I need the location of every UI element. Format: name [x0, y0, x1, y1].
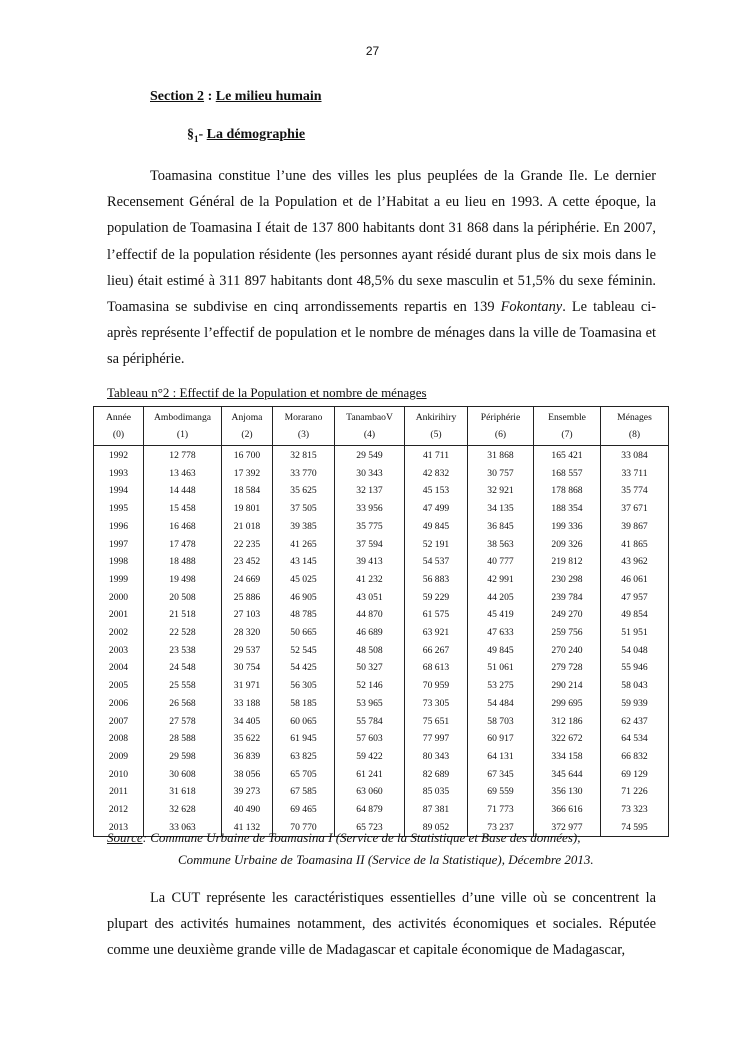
table-cell: 89 052 — [405, 819, 468, 837]
column-index: (0) — [94, 426, 144, 446]
table-cell: 56 883 — [405, 571, 468, 589]
table-cell: 56 305 — [273, 677, 335, 695]
table-cell: 37 505 — [273, 500, 335, 518]
table-cell: 74 595 — [601, 819, 669, 837]
table-cell: 299 695 — [534, 695, 601, 713]
table-cell: 2007 — [94, 713, 144, 731]
table-cell: 1995 — [94, 500, 144, 518]
table-cell: 270 240 — [534, 642, 601, 660]
header-index-row — [94, 426, 669, 446]
column-index: (8) — [601, 426, 669, 446]
table-row — [94, 465, 669, 483]
table-row — [94, 446, 669, 465]
table-cell: 48 508 — [335, 642, 405, 660]
table-cell: 73 323 — [601, 801, 669, 819]
population-table-wrap — [93, 406, 668, 837]
table-cell: 28 320 — [222, 624, 273, 642]
table-cell: 67 585 — [273, 783, 335, 801]
table-cell: 356 130 — [534, 783, 601, 801]
table-cell: 63 825 — [273, 748, 335, 766]
table-cell: 1997 — [94, 536, 144, 554]
table-cell: 312 186 — [534, 713, 601, 731]
table-row — [94, 571, 669, 589]
table-cell: 63 921 — [405, 624, 468, 642]
table-row — [94, 695, 669, 713]
table-cell: 40 490 — [222, 801, 273, 819]
section-separator: : — [204, 89, 216, 104]
column-header: Anjoma — [222, 407, 273, 427]
table-cell: 18 488 — [144, 553, 222, 571]
table-cell: 41 132 — [222, 819, 273, 837]
table-cell: 259 756 — [534, 624, 601, 642]
table-cell: 2005 — [94, 677, 144, 695]
table-cell: 77 997 — [405, 730, 468, 748]
section-heading — [150, 89, 322, 105]
table-cell: 33 188 — [222, 695, 273, 713]
table-cell: 70 959 — [405, 677, 468, 695]
source-label: Source — [107, 830, 143, 845]
table-cell: 44 205 — [468, 589, 534, 607]
column-header: Ménages — [601, 407, 669, 427]
table-cell: 38 563 — [468, 536, 534, 554]
table-cell: 334 158 — [534, 748, 601, 766]
table-cell: 1999 — [94, 571, 144, 589]
table-cell: 199 336 — [534, 518, 601, 536]
table-cell: 30 608 — [144, 766, 222, 784]
table-body — [94, 446, 669, 837]
table-row — [94, 518, 669, 536]
table-cell: 25 558 — [144, 677, 222, 695]
table-cell: 64 534 — [601, 730, 669, 748]
header-row — [94, 407, 669, 427]
table-cell: 16 700 — [222, 446, 273, 465]
table-cell: 290 214 — [534, 677, 601, 695]
table-cell: 47 499 — [405, 500, 468, 518]
table-cell: 29 549 — [335, 446, 405, 465]
intro-text-a: Toamasina constitue l’une des villes les plus peuplées de la Grande Ile. Le dernier Recensement Général de la Population et de l’Habitat a eu lieu en 1993. A cette époque, la population de Toamasina I était de 137 800 habitants dont 31 868 dans la périphérie. En 2007, l’effectif de la population résidente (les personnes ayant résidé durant plus de six mois dans le lieu) était estimé à 311 897 habitants dont 48,5% du sexe masculin et 51,5% du sexe féminin. Toamasina se subdivise en cinq arrondissements repartis en 139 — [107, 168, 656, 316]
table-cell: 366 616 — [534, 801, 601, 819]
table-cell: 37 671 — [601, 500, 669, 518]
column-header: TanambaoV — [335, 407, 405, 427]
table-cell: 2010 — [94, 766, 144, 784]
table-cell: 19 801 — [222, 500, 273, 518]
table-row — [94, 677, 669, 695]
table-cell: 49 845 — [468, 642, 534, 660]
table-cell: 30 754 — [222, 659, 273, 677]
table-row — [94, 536, 669, 554]
table-cell: 41 232 — [335, 571, 405, 589]
table-cell: 55 784 — [335, 713, 405, 731]
table-cell: 73 237 — [468, 819, 534, 837]
table-cell: 2001 — [94, 606, 144, 624]
population-table — [93, 406, 669, 837]
table-cell: 22 528 — [144, 624, 222, 642]
table-cell: 32 137 — [335, 482, 405, 500]
subsection-dash: - — [198, 127, 207, 142]
table-cell: 58 703 — [468, 713, 534, 731]
table-cell: 15 458 — [144, 500, 222, 518]
table-cell: 69 465 — [273, 801, 335, 819]
table-cell: 65 723 — [335, 819, 405, 837]
table-cell: 17 392 — [222, 465, 273, 483]
table-row — [94, 642, 669, 660]
table-cell: 25 886 — [222, 589, 273, 607]
table-cell: 45 025 — [273, 571, 335, 589]
table-cell: 59 229 — [405, 589, 468, 607]
table-cell: 61 575 — [405, 606, 468, 624]
column-index: (4) — [335, 426, 405, 446]
subsection-subscript: 1 — [194, 133, 199, 144]
table-cell: 249 270 — [534, 606, 601, 624]
table-cell: 1998 — [94, 553, 144, 571]
table-cell: 64 879 — [335, 801, 405, 819]
table-cell: 71 226 — [601, 783, 669, 801]
table-cell: 33 084 — [601, 446, 669, 465]
table-cell: 18 584 — [222, 482, 273, 500]
table-row — [94, 659, 669, 677]
table-cell: 54 484 — [468, 695, 534, 713]
table-cell: 60 065 — [273, 713, 335, 731]
section-label: Section 2 — [150, 89, 205, 104]
table-row — [94, 766, 669, 784]
table-cell: 54 425 — [273, 659, 335, 677]
table-cell: 45 419 — [468, 606, 534, 624]
table-cell: 71 773 — [468, 801, 534, 819]
table-cell: 188 354 — [534, 500, 601, 518]
table-cell: 53 275 — [468, 677, 534, 695]
table-cell: 2000 — [94, 589, 144, 607]
table-cell: 43 962 — [601, 553, 669, 571]
table-cell: 19 498 — [144, 571, 222, 589]
table-cell: 239 784 — [534, 589, 601, 607]
column-index: (3) — [273, 426, 335, 446]
subsection-label: § — [187, 127, 194, 142]
table-cell: 42 832 — [405, 465, 468, 483]
table-cell: 279 728 — [534, 659, 601, 677]
table-cell: 30 343 — [335, 465, 405, 483]
table-cell: 46 905 — [273, 589, 335, 607]
subsection-heading — [187, 127, 305, 144]
source-line-1 — [107, 830, 580, 846]
table-cell: 20 508 — [144, 589, 222, 607]
table-cell: 50 327 — [335, 659, 405, 677]
table-row — [94, 500, 669, 518]
table-cell: 59 422 — [335, 748, 405, 766]
table-cell: 39 867 — [601, 518, 669, 536]
table-cell: 24 548 — [144, 659, 222, 677]
table-cell: 44 870 — [335, 606, 405, 624]
table-cell: 62 437 — [601, 713, 669, 731]
table-cell: 65 705 — [273, 766, 335, 784]
intro-text-italic: Fokontany — [500, 299, 563, 316]
table-cell: 58 043 — [601, 677, 669, 695]
table-cell: 47 957 — [601, 589, 669, 607]
table-cell: 23 452 — [222, 553, 273, 571]
table-cell: 43 051 — [335, 589, 405, 607]
table-cell: 2009 — [94, 748, 144, 766]
table-cell: 85 035 — [405, 783, 468, 801]
table-row — [94, 783, 669, 801]
table-cell: 33 770 — [273, 465, 335, 483]
table-caption: Tableau n°2 : Effectif de la Population et nombre de ménages — [107, 385, 427, 400]
table-row — [94, 730, 669, 748]
table-cell: 2011 — [94, 783, 144, 801]
table-row — [94, 482, 669, 500]
column-index: (1) — [144, 426, 222, 446]
table-cell: 58 185 — [273, 695, 335, 713]
table-row — [94, 589, 669, 607]
table-cell: 322 672 — [534, 730, 601, 748]
column-index: (7) — [534, 426, 601, 446]
table-cell: 53 965 — [335, 695, 405, 713]
table-cell: 21 018 — [222, 518, 273, 536]
table-cell: 54 048 — [601, 642, 669, 660]
table-cell: 2003 — [94, 642, 144, 660]
table-cell: 41 711 — [405, 446, 468, 465]
table-cell: 33 956 — [335, 500, 405, 518]
table-cell: 230 298 — [534, 571, 601, 589]
table-cell: 28 588 — [144, 730, 222, 748]
column-index: (5) — [405, 426, 468, 446]
table-cell: 22 235 — [222, 536, 273, 554]
subsection-title: La démographie — [206, 127, 306, 142]
table-cell: 2012 — [94, 801, 144, 819]
table-cell: 38 056 — [222, 766, 273, 784]
table-cell: 68 613 — [405, 659, 468, 677]
table-row — [94, 624, 669, 642]
cut-paragraph — [107, 885, 656, 964]
table-cell: 29 537 — [222, 642, 273, 660]
table-cell: 36 839 — [222, 748, 273, 766]
table-cell: 178 868 — [534, 482, 601, 500]
table-cell: 67 345 — [468, 766, 534, 784]
table-cell: 26 568 — [144, 695, 222, 713]
table-cell: 40 777 — [468, 553, 534, 571]
table-cell: 24 669 — [222, 571, 273, 589]
table-cell: 69 129 — [601, 766, 669, 784]
column-index: (2) — [222, 426, 273, 446]
table-cell: 43 145 — [273, 553, 335, 571]
table-cell: 60 917 — [468, 730, 534, 748]
table-cell: 1993 — [94, 465, 144, 483]
column-header: Ankirihiry — [405, 407, 468, 427]
table-cell: 46 689 — [335, 624, 405, 642]
table-cell: 48 785 — [273, 606, 335, 624]
table-cell: 168 557 — [534, 465, 601, 483]
source-text-1: : Commune Urbaine de Toamasina I (Service de la Statistique et Base des données), — [142, 830, 581, 845]
table-cell: 35 625 — [273, 482, 335, 500]
table-cell: 1994 — [94, 482, 144, 500]
table-cell: 63 060 — [335, 783, 405, 801]
table-row — [94, 713, 669, 731]
table-cell: 2004 — [94, 659, 144, 677]
table-cell: 50 665 — [273, 624, 335, 642]
table-cell: 51 061 — [468, 659, 534, 677]
table-cell: 49 854 — [601, 606, 669, 624]
column-header: Ensemble — [534, 407, 601, 427]
intro-text-b: . Le tableau ci-après représente l’effectif de population et le nombre de ménages dans la ville de Toamasina et sa périphérie. — [107, 299, 657, 368]
table-row — [94, 606, 669, 624]
table-cell: 32 921 — [468, 482, 534, 500]
column-header: Année — [94, 407, 144, 427]
table-cell: 69 559 — [468, 783, 534, 801]
table-cell: 39 273 — [222, 783, 273, 801]
table-cell: 27 103 — [222, 606, 273, 624]
table-cell: 165 421 — [534, 446, 601, 465]
table-cell: 35 622 — [222, 730, 273, 748]
table-cell: 64 131 — [468, 748, 534, 766]
table-cell: 70 770 — [273, 819, 335, 837]
table-cell: 87 381 — [405, 801, 468, 819]
table-cell: 52 545 — [273, 642, 335, 660]
table-cell: 61 241 — [335, 766, 405, 784]
table-cell: 66 832 — [601, 748, 669, 766]
table-cell: 41 265 — [273, 536, 335, 554]
table-row — [94, 748, 669, 766]
table-cell: 47 633 — [468, 624, 534, 642]
table-cell: 36 845 — [468, 518, 534, 536]
table-cell: 33 711 — [601, 465, 669, 483]
table-cell: 41 865 — [601, 536, 669, 554]
table-cell: 31 868 — [468, 446, 534, 465]
column-header: Périphérie — [468, 407, 534, 427]
table-cell: 39 413 — [335, 553, 405, 571]
table-cell: 14 448 — [144, 482, 222, 500]
table-cell: 37 594 — [335, 536, 405, 554]
table-cell: 23 538 — [144, 642, 222, 660]
table-cell: 39 385 — [273, 518, 335, 536]
table-cell: 46 061 — [601, 571, 669, 589]
table-cell: 1992 — [94, 446, 144, 465]
table-cell: 59 939 — [601, 695, 669, 713]
table-cell: 2013 — [94, 819, 144, 837]
table-row — [94, 801, 669, 819]
intro-paragraph — [107, 163, 656, 373]
table-cell: 66 267 — [405, 642, 468, 660]
table-cell: 27 578 — [144, 713, 222, 731]
table-cell: 2006 — [94, 695, 144, 713]
source-line-2: Commune Urbaine de Toamasina II (Service de la Statistique), Décembre 2013. — [178, 852, 594, 867]
table-cell: 34 405 — [222, 713, 273, 731]
table-cell: 372 977 — [534, 819, 601, 837]
table-cell: 49 845 — [405, 518, 468, 536]
table-cell: 13 463 — [144, 465, 222, 483]
table-cell: 12 778 — [144, 446, 222, 465]
table-cell: 57 603 — [335, 730, 405, 748]
table-cell: 82 689 — [405, 766, 468, 784]
column-header: Morarano — [273, 407, 335, 427]
table-cell: 75 651 — [405, 713, 468, 731]
table-cell: 17 478 — [144, 536, 222, 554]
table-cell: 30 757 — [468, 465, 534, 483]
page-number: 27 — [365, 44, 380, 58]
table-cell: 51 951 — [601, 624, 669, 642]
table-cell: 31 618 — [144, 783, 222, 801]
table-cell: 219 812 — [534, 553, 601, 571]
table-cell: 209 326 — [534, 536, 601, 554]
table-cell: 29 598 — [144, 748, 222, 766]
table-cell: 2008 — [94, 730, 144, 748]
table-cell: 80 343 — [405, 748, 468, 766]
table-cell: 52 146 — [335, 677, 405, 695]
table-cell: 35 774 — [601, 482, 669, 500]
table-cell: 73 305 — [405, 695, 468, 713]
table-cell: 21 518 — [144, 606, 222, 624]
table-cell: 32 815 — [273, 446, 335, 465]
table-cell: 32 628 — [144, 801, 222, 819]
table-cell: 54 537 — [405, 553, 468, 571]
table-cell: 33 063 — [144, 819, 222, 837]
table-cell: 61 945 — [273, 730, 335, 748]
table-cell: 42 991 — [468, 571, 534, 589]
table-cell: 35 775 — [335, 518, 405, 536]
cut-text: La CUT représente les caractéristiques essentielles d’une ville où se concentrent la plupart des activités humaines notamment, des activités économiques et sociales. Réputée comme une deuxième grande ville de Madagascar et capitale économique de Madagascar, — [107, 890, 656, 959]
table-cell: 55 946 — [601, 659, 669, 677]
table-cell: 31 971 — [222, 677, 273, 695]
table-cell: 45 153 — [405, 482, 468, 500]
column-index: (6) — [468, 426, 534, 446]
column-header: Ambodimanga — [144, 407, 222, 427]
table-row — [94, 553, 669, 571]
table-cell: 34 135 — [468, 500, 534, 518]
table-cell: 52 191 — [405, 536, 468, 554]
table-cell: 16 468 — [144, 518, 222, 536]
table-cell: 1996 — [94, 518, 144, 536]
table-cell: 2002 — [94, 624, 144, 642]
table-cell: 345 644 — [534, 766, 601, 784]
section-title: Le milieu humain — [215, 89, 322, 104]
